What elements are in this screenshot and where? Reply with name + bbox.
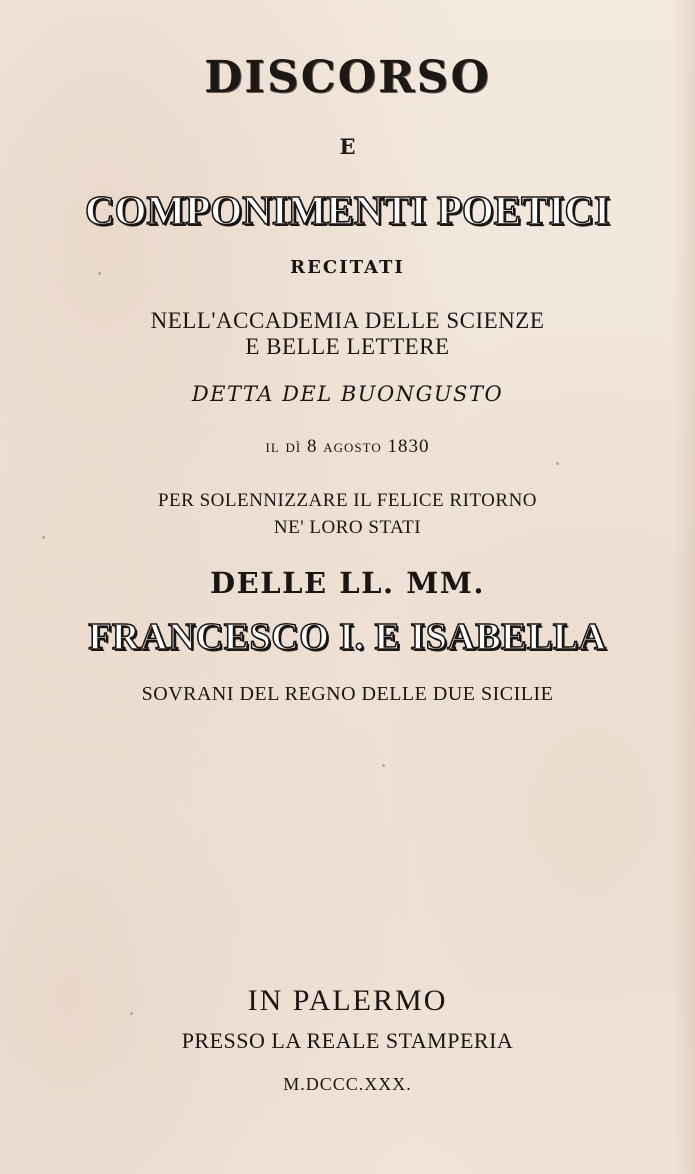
title-conjunction: E	[339, 134, 356, 159]
occasion-line-2: NE' LORO STATI	[273, 517, 422, 538]
occasion-line-1: PER SOLENNIZZARE IL FELICE RITORNO	[157, 490, 538, 511]
sovereigns-names: FRANCESCO I. E ISABELLA	[88, 616, 607, 658]
academy-name-line-2: E BELLE LETTERE	[245, 334, 450, 359]
academy-name-line-1: NELL'ACCADEMIA DELLE SCIENZE	[150, 308, 545, 333]
event-date: il dì 8 agosto 1830	[265, 436, 430, 457]
imprint-printer: PRESSO LA REALE STAMPERIA	[181, 1028, 514, 1053]
academy-name	[0, 308, 695, 360]
paper-speck	[556, 462, 559, 465]
main-title: DISCORSO	[204, 52, 491, 103]
occasion	[0, 487, 695, 541]
majesties-line: DELLE LL. MM.	[209, 566, 485, 600]
imprint-year: M.DCCC.XXX.	[283, 1074, 412, 1094]
sovereigns-title: SOVRANI DEL REGNO DELLE DUE SICILIE	[141, 683, 554, 705]
imprint-city: IN PALERMO	[247, 984, 448, 1017]
recitati-line: RECITATI	[290, 257, 405, 278]
paper-speck	[382, 764, 385, 767]
academy-epithet: DETTA DEL BUONGUSTO	[191, 382, 504, 406]
subtitle: COMPONIMENTI POETICI	[84, 187, 611, 233]
